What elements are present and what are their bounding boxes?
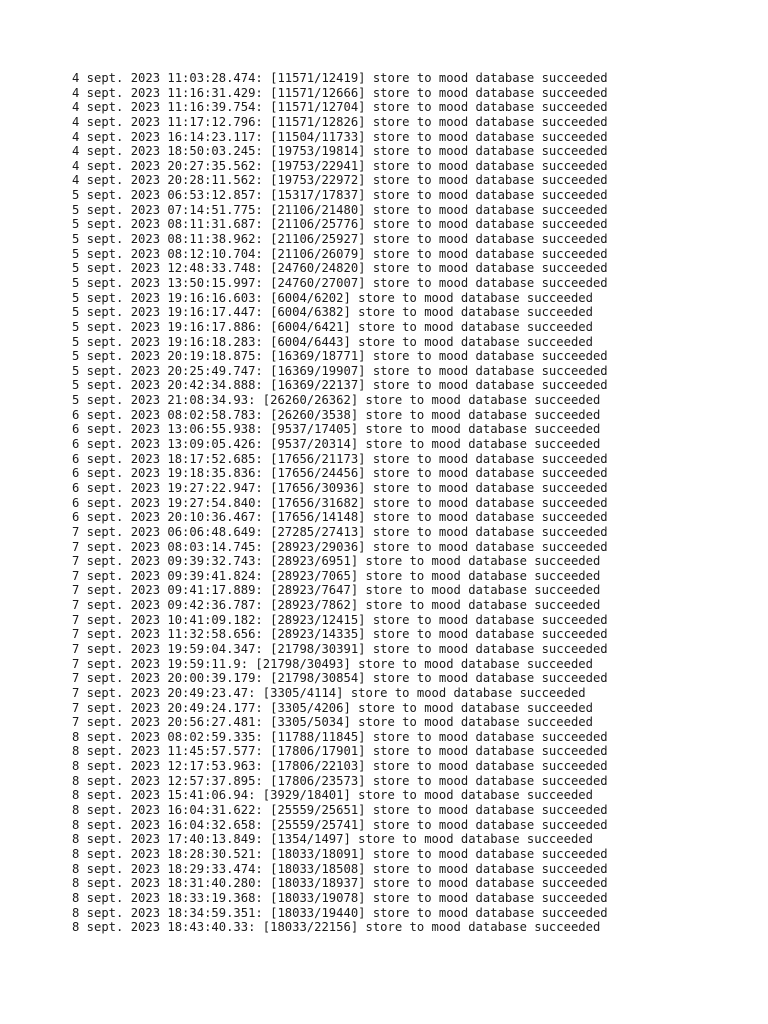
log-line: 7 sept. 2023 09:39:41.824: [28923/7065] store to mood database succeeded — [72, 568, 601, 583]
log-line: 4 sept. 2023 11:03:28.474: [11571/12419] store to mood database succeeded — [72, 71, 608, 85]
log-list — [72, 71, 608, 935]
log-line: 5 sept. 2023 08:11:38.962: [21106/25927] store to mood database succeeded — [72, 232, 608, 247]
log-line: 7 sept. 2023 20:00:39.179: [21798/30854] store to mood database succeeded — [72, 671, 608, 686]
log-line: 5 sept. 2023 19:16:17.886: [6004/6421] store to mood database succeeded — [72, 319, 593, 334]
log-line: 4 sept. 2023 20:27:35.562: [19753/22941] store to mood database succeeded — [72, 158, 608, 173]
log-line: 5 sept. 2023 08:12:10.704: [21106/26079] store to mood database succeeded — [72, 246, 608, 261]
log-line: 8 sept. 2023 18:28:30.521: [18033/18091] store to mood database succeeded — [72, 846, 608, 861]
log-line: 8 sept. 2023 18:31:40.280: [18033/18937] store to mood database succeeded — [72, 876, 608, 891]
log-line: 5 sept. 2023 20:42:34.888: [16369/22137] store to mood database succeeded — [72, 378, 608, 393]
log-line: 8 sept. 2023 16:04:31.622: [25559/25651] store to mood database succeeded — [72, 803, 608, 818]
log-line: 5 sept. 2023 12:48:33.748: [24760/24820] store to mood database succeeded — [72, 261, 608, 276]
log-line: 6 sept. 2023 19:27:54.840: [17656/31682] store to mood database succeeded — [72, 495, 608, 510]
log-line: 5 sept. 2023 20:19:18.875: [16369/18771] store to mood database succeeded — [72, 349, 608, 364]
log-line: 7 sept. 2023 20:49:24.177: [3305/4206] store to mood database succeeded — [72, 700, 593, 715]
log-line: 5 sept. 2023 08:11:31.687: [21106/25776] store to mood database succeeded — [72, 217, 608, 232]
log-line: 4 sept. 2023 16:14:23.117: [11504/11733] store to mood database succeeded — [72, 129, 608, 144]
log-line: 6 sept. 2023 18:17:52.685: [17656/21173] store to mood database succeeded — [72, 451, 608, 466]
log-line: 8 sept. 2023 16:04:32.658: [25559/25741] store to mood database succeeded — [72, 817, 608, 832]
log-line: 5 sept. 2023 20:25:49.747: [16369/19907] store to mood database succeeded — [72, 363, 608, 378]
log-line: 6 sept. 2023 08:02:58.783: [26260/3538] store to mood database succeeded — [72, 407, 601, 422]
log-line: 6 sept. 2023 19:18:35.836: [17656/24456] store to mood database succeeded — [72, 466, 608, 481]
log-line: 5 sept. 2023 21:08:34.93: [26260/26362] store to mood database succeeded — [72, 393, 601, 408]
log-line: 8 sept. 2023 08:02:59.335: [11788/11845] store to mood database succeeded — [72, 729, 608, 744]
log-line: 8 sept. 2023 12:17:53.963: [17806/22103] store to mood database succeeded — [72, 759, 608, 774]
log-line: 8 sept. 2023 11:45:57.577: [17806/17901] store to mood database succeeded — [72, 744, 608, 759]
log-line: 7 sept. 2023 08:03:14.745: [28923/29036] store to mood database succeeded — [72, 539, 608, 554]
log-line: 4 sept. 2023 20:28:11.562: [19753/22972] store to mood database succeeded — [72, 173, 608, 188]
log-line: 8 sept. 2023 15:41:06.94: [3929/18401] store to mood database succeeded — [72, 788, 593, 803]
log-line: 8 sept. 2023 17:40:13.849: [1354/1497] store to mood database succeeded — [72, 832, 593, 847]
log-line: 4 sept. 2023 11:17:12.796: [11571/12826] store to mood database succeeded — [72, 114, 608, 129]
log-line: 4 sept. 2023 18:50:03.245: [19753/19814] store to mood database succeeded — [72, 144, 608, 159]
log-line: 5 sept. 2023 06:53:12.857: [15317/17837] store to mood database succeeded — [72, 188, 608, 203]
log-line: 7 sept. 2023 09:39:32.743: [28923/6951] store to mood database succeeded — [72, 554, 601, 569]
log-line: 7 sept. 2023 09:42:36.787: [28923/7862] store to mood database succeeded — [72, 598, 601, 613]
log-line: 8 sept. 2023 18:33:19.368: [18033/19078] store to mood database succeeded — [72, 890, 608, 905]
log-line: 7 sept. 2023 19:59:04.347: [21798/30391] store to mood database succeeded — [72, 641, 608, 656]
log-line: 7 sept. 2023 19:59:11.9: [21798/30493] store to mood database succeeded — [72, 656, 593, 671]
log-line: 7 sept. 2023 09:41:17.889: [28923/7647] store to mood database succeeded — [72, 583, 601, 598]
log-line: 4 sept. 2023 11:16:31.429: [11571/12666] store to mood database succeeded — [72, 85, 608, 100]
log-line: 7 sept. 2023 06:06:48.649: [27285/27413] store to mood database succeeded — [72, 524, 608, 539]
log-line: 5 sept. 2023 19:16:17.447: [6004/6382] store to mood database succeeded — [72, 305, 593, 320]
log-line: 8 sept. 2023 12:57:37.895: [17806/23573] store to mood database succeeded — [72, 773, 608, 788]
log-line: 8 sept. 2023 18:29:33.474: [18033/18508] store to mood database succeeded — [72, 861, 608, 876]
log-line: 5 sept. 2023 13:50:15.997: [24760/27007] store to mood database succeeded — [72, 275, 608, 290]
log-line: 4 sept. 2023 11:16:39.754: [11571/12704] store to mood database succeeded — [72, 100, 608, 115]
log-line: 5 sept. 2023 19:16:16.603: [6004/6202] store to mood database succeeded — [72, 290, 593, 305]
log-line: 8 sept. 2023 18:43:40.33: [18033/22156] store to mood database succeeded — [72, 920, 601, 935]
log-line: 8 sept. 2023 18:34:59.351: [18033/19440] store to mood database succeeded — [72, 905, 608, 920]
log-line: 7 sept. 2023 10:41:09.182: [28923/12415] store to mood database succeeded — [72, 612, 608, 627]
log-line: 6 sept. 2023 20:10:36.467: [17656/14148] store to mood database succeeded — [72, 510, 608, 525]
log-line: 7 sept. 2023 11:32:58.656: [28923/14335] store to mood database succeeded — [72, 627, 608, 642]
log-line: 5 sept. 2023 07:14:51.775: [21106/21480] store to mood database succeeded — [72, 202, 608, 217]
log-line: 6 sept. 2023 19:27:22.947: [17656/30936] store to mood database succeeded — [72, 480, 608, 495]
log-line: 7 sept. 2023 20:56:27.481: [3305/5034] store to mood database succeeded — [72, 715, 593, 730]
log-line: 7 sept. 2023 20:49:23.47: [3305/4114] store to mood database succeeded — [72, 685, 586, 700]
log-line: 5 sept. 2023 19:16:18.283: [6004/6443] store to mood database succeeded — [72, 334, 593, 349]
log-line: 6 sept. 2023 13:06:55.938: [9537/17405] store to mood database succeeded — [72, 422, 601, 437]
log-line: 6 sept. 2023 13:09:05.426: [9537/20314] store to mood database succeeded — [72, 437, 601, 452]
